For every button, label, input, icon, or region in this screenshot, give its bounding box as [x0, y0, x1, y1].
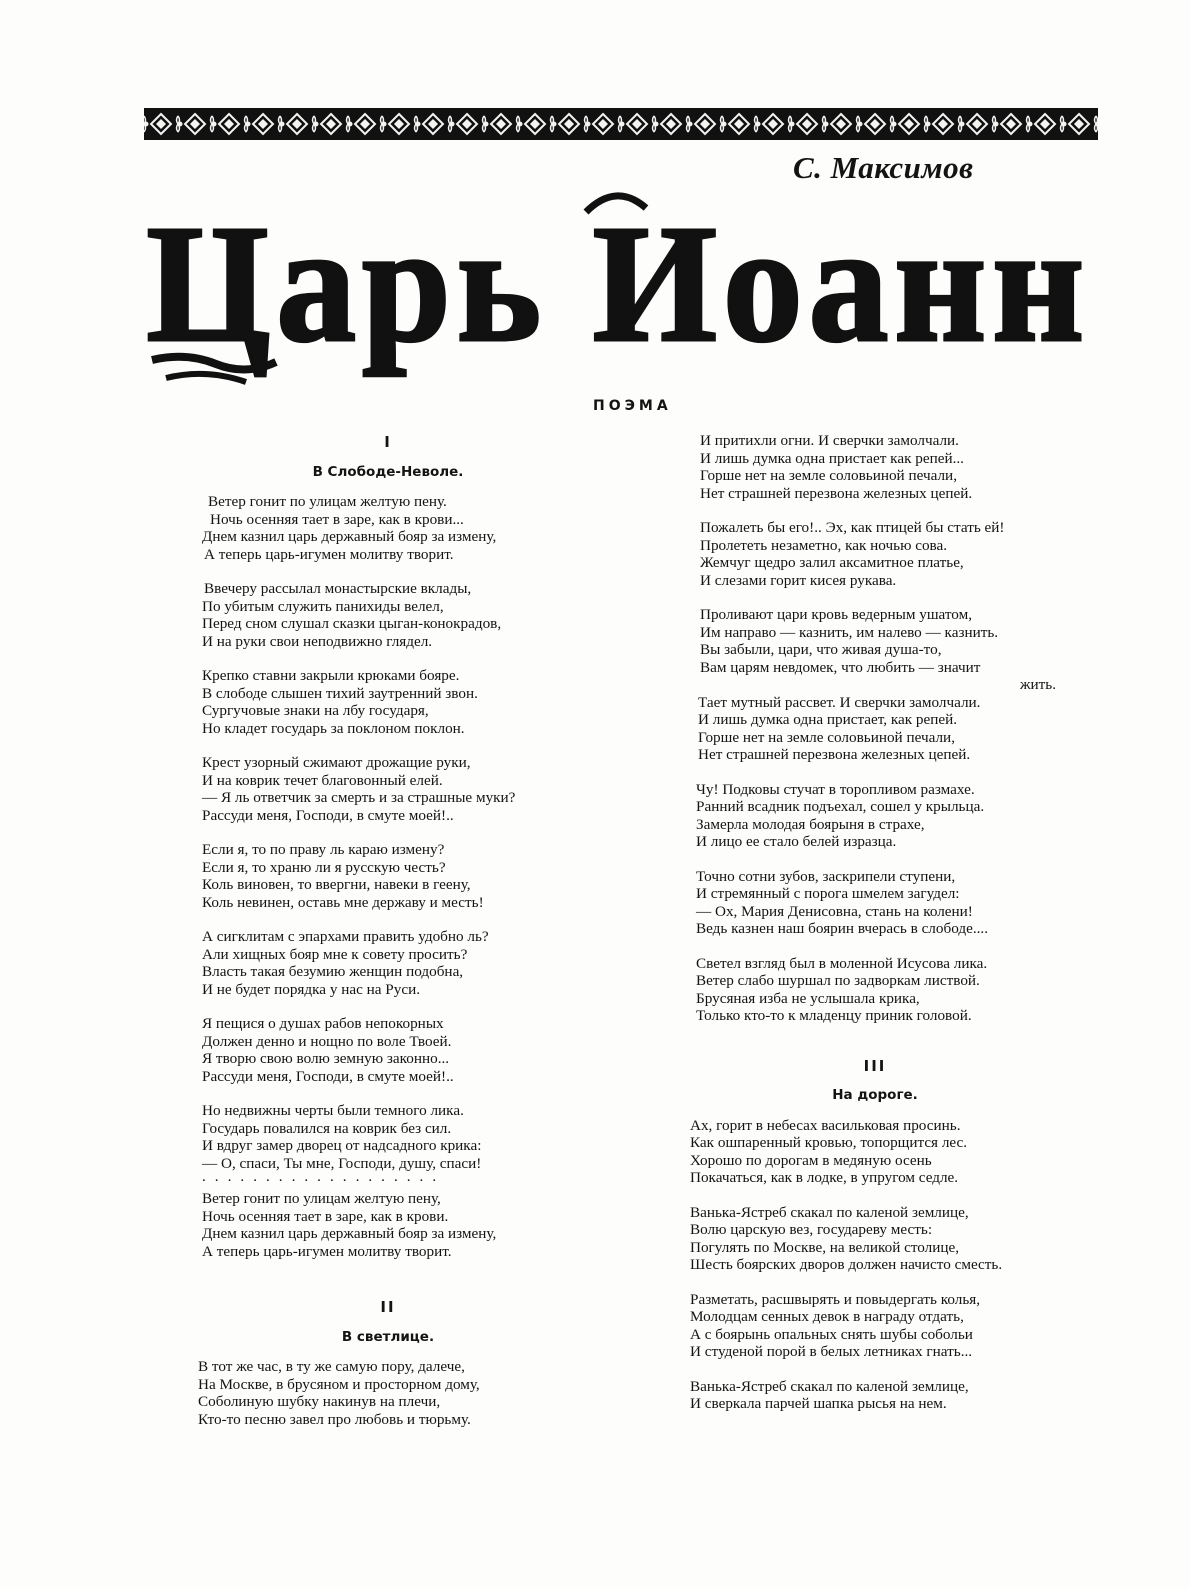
- verse-line: Ванька-Ястреб скакал по каленой землице,: [690, 1203, 969, 1221]
- section-number: III: [863, 1056, 887, 1075]
- verse-line: — Ох, Мария Денисовна, стань на колени!: [696, 902, 973, 920]
- verse-line: А с боярынь опальных снять шубы собольи: [690, 1325, 973, 1343]
- verse-line: Коль виновен, то ввергни, навеки в геену,: [202, 876, 471, 893]
- stanza: [690, 694, 1110, 764]
- stanza: [198, 667, 608, 737]
- section-number: II: [380, 1298, 396, 1316]
- verse-line: На Москве, в брусяном и просторном дому,: [198, 1375, 480, 1393]
- stanza: [690, 1291, 1110, 1361]
- verse-line: Точно сотни зубов, заскрипели ступени,: [696, 867, 956, 885]
- verse-line: Пожалеть бы его!.. Эх, как птицей бы стать ей!: [700, 519, 1005, 536]
- verse-line: Если я, то храню ли я русскую честь?: [202, 858, 446, 876]
- verse-line: Если я, то по праву ль караю измену?: [202, 841, 445, 858]
- verse-line: Ввечеру рассылал монастырские вклады,: [204, 580, 472, 597]
- verse-line: Ранний всадник подъехал, сошел у крыльца.: [696, 798, 985, 815]
- verse-line: Разметать, расшвырять и повыдергать колья,: [690, 1290, 981, 1308]
- verse-line: И лицо ее стало белей изразца.: [696, 833, 897, 850]
- verse-line: И притихли огни. И сверчки замолчали.: [700, 432, 959, 449]
- verse-line: Горше нет на земле соловьиной печали,: [698, 728, 955, 746]
- verse-line: Кто-то песню завел про любовь и тюрьму.: [198, 1410, 471, 1428]
- stanza: [198, 493, 608, 563]
- verse-line-continuation: жить.: [1020, 676, 1056, 693]
- stanza: [198, 841, 608, 911]
- verse-line: И на руки свои неподвижно глядел.: [202, 632, 433, 650]
- stanza: [690, 519, 1110, 589]
- stanza: [690, 1117, 1110, 1187]
- verse-line: Я творю свою волю земную законно...: [202, 1050, 450, 1067]
- verse-line: Шесть боярских дворов должен начисто сместь.: [690, 1256, 1003, 1273]
- verse-line: Крест узорный сжимают дрожащие руки,: [202, 754, 471, 771]
- verse-line: Крепко ставни закрыли крюками бояре.: [202, 667, 460, 684]
- verse-line: По убитым служить панихиды велел,: [202, 597, 444, 615]
- verse-line: Только кто-то к младенцу приник головой.: [696, 1007, 972, 1024]
- verse-line: Государь повалился на коврик без сил.: [202, 1119, 452, 1137]
- verse-line: Коль невинен, оставь мне державу и месть!: [202, 893, 484, 911]
- verse-line: Ночь осенняя тает в заре, как в крови...: [210, 510, 464, 528]
- stanza: [198, 1358, 608, 1428]
- stanza: [198, 1190, 608, 1260]
- verse-line: Ночь осенняя тает в заре, как в крови.: [202, 1207, 449, 1225]
- verse-line: И не будет порядка у нас на Руси.: [202, 980, 420, 998]
- poem-title: [146, 182, 1096, 392]
- verse-line: Ах, горит в небесах васильковая просинь.: [690, 1116, 961, 1134]
- verse-line: И стремянный с порога шмелем загудел:: [696, 885, 960, 902]
- verse-line: А теперь царь-игумен молитву творит.: [202, 1242, 452, 1260]
- poem-subtitle: ПОЭМА: [593, 398, 672, 414]
- verse-line: Нет страшней перезвона железных цепей.: [698, 746, 971, 763]
- verse-line: Днем казнил царь державный бояр за измену,: [202, 528, 497, 545]
- verse-line: Соболиную шубку накинув на плечи,: [198, 1393, 441, 1410]
- stanza: [198, 580, 608, 650]
- verse-line: Вам царям невдомек, что любить — значит: [700, 658, 981, 676]
- stanza: [690, 1378, 1110, 1413]
- ornament-band: [144, 108, 1098, 140]
- verse-line: А сигклитам с эпархами править удобно ль?: [202, 928, 489, 945]
- verse-line: Проливают цари кровь ведерным ушатом,: [700, 606, 973, 623]
- section-number: I: [384, 433, 392, 451]
- verse-line: Но кладет государь за поклоном поклон.: [202, 719, 465, 737]
- stanza: [198, 928, 608, 998]
- verse-line: Перед сном слушал сказки цыган-конокрадов,: [202, 615, 502, 632]
- stanza: [198, 754, 608, 824]
- verse-line: Молодцам сенных девок в награду отдать,: [690, 1308, 964, 1325]
- stanza: [198, 1102, 608, 1172]
- verse-line: Тает мутный рассвет. И сверчки замолчали.: [698, 693, 981, 711]
- verse-line: В слободе слышен тихий заутренний звон.: [202, 684, 478, 702]
- stanza: [690, 1204, 1110, 1274]
- verse-line: — Я ль ответчик за смерть и за страшные муки?: [202, 789, 516, 806]
- section-title: На дороге.: [832, 1087, 918, 1103]
- verse-line: И лишь думка одна пристает как репей...: [700, 449, 964, 467]
- verse-line: Жемчуг щедро залил аксамитное платье,: [700, 554, 964, 571]
- verse-line: — О, спаси, Ты мне, Господи, душу, спаси!: [202, 1154, 482, 1172]
- verse-line: Вы забыли, цари, что живая душа-то,: [700, 641, 942, 658]
- verse-line: Должен денно и нощно по воле Твоей.: [202, 1032, 452, 1050]
- verse-line: Рассуди меня, Господи, в смуте моей!..: [202, 1067, 454, 1085]
- verse-line: Ветер гонит по улицам желтую пену.: [208, 493, 447, 510]
- verse-line: А теперь царь-игумен молитву творит.: [204, 545, 454, 563]
- verse-line: Днем казнил царь державный бояр за измену,: [202, 1225, 497, 1242]
- stanza: [690, 781, 1110, 851]
- verse-line: Хорошо по дорогам в медяную осень: [690, 1151, 932, 1169]
- verse-line: И на коврик течет благовонный елей.: [202, 771, 443, 789]
- verse-line: Пролететь незаметно, как ночью сова.: [700, 536, 948, 554]
- right-column: [690, 432, 1110, 1430]
- title-text: Царь Иоанн: [146, 191, 1090, 377]
- verse-line: И слезами горит кисея рукава.: [700, 571, 897, 589]
- verse-line: Светел взгляд был в моленной Исусова лика.: [696, 954, 988, 972]
- verse-line: Ветер слабо шуршал по задворкам листвой.: [696, 972, 980, 989]
- verse-line: В тот же час, в ту же самую пору, далече,: [198, 1358, 465, 1375]
- verse-line: Но недвижны черты были темного лика.: [202, 1102, 464, 1119]
- left-column: [198, 434, 608, 1445]
- verse-line: Сургучовые знаки на лбу государя,: [202, 702, 429, 719]
- ornament-pattern: [144, 108, 1098, 140]
- verse-line: И лишь думка одна пристает, как репей.: [698, 711, 958, 728]
- verse-line: Брусяная изба не услышала крика,: [696, 989, 920, 1007]
- stanza: [690, 868, 1110, 938]
- verse-line: Власть такая безумию женщин подобна,: [202, 963, 464, 980]
- verse-line: Нет страшней перезвона железных цепей.: [700, 484, 973, 502]
- verse-line: Ванька-Ястреб скакал по каленой землице,: [690, 1377, 969, 1395]
- stanza: [198, 1015, 608, 1085]
- verse-line: Я пещися о душах рабов непокорных: [202, 1015, 444, 1032]
- stanza: [690, 606, 1110, 694]
- verse-line: Чу! Подковы стучат в торопливом размахе.: [696, 780, 975, 798]
- verse-line: Рассуди меня, Господи, в смуте моей!..: [202, 806, 454, 824]
- verse-line: Ведь казнен наш боярин вчерась в слободе....: [696, 920, 989, 937]
- verse-line: Как ошпаренный кровью, топорщится лес.: [690, 1134, 968, 1151]
- ellipsis-divider: ...................: [202, 1168, 446, 1185]
- section-title: В светлице.: [341, 1328, 435, 1345]
- verse-line: Ветер гонит по улицам желтую пену,: [202, 1190, 441, 1207]
- verse-line: Погулять по Москве, на великой столице,: [690, 1238, 960, 1256]
- section-title: В Слободе-Неволе.: [312, 463, 464, 480]
- verse-line: И студеной порой в белых летниках гнать...: [690, 1343, 973, 1360]
- verse-line: Али хищных бояр мне к совету просить?: [202, 945, 468, 963]
- verse-line: Покачаться, как в лодке, в упругом седле.: [690, 1169, 959, 1186]
- verse-line: Волю царскую вез, государеву месть:: [690, 1221, 933, 1238]
- verse-line: Горше нет на земле соловьиной печали,: [700, 467, 957, 484]
- author-name: С. Максимов: [793, 150, 974, 185]
- verse-line: Им направо — казнить, им налево — казнить.: [700, 623, 999, 641]
- verse-line: Замерла молодая боярыня в страхе,: [696, 815, 925, 833]
- stanza: [690, 432, 1110, 502]
- title-lettering: [146, 182, 1096, 392]
- verse-line: И сверкала парчей шапка рысья на нем.: [690, 1395, 947, 1412]
- stanza: [690, 955, 1110, 1025]
- verse-line: И вдруг замер дворец от надсадного крика:: [202, 1137, 482, 1154]
